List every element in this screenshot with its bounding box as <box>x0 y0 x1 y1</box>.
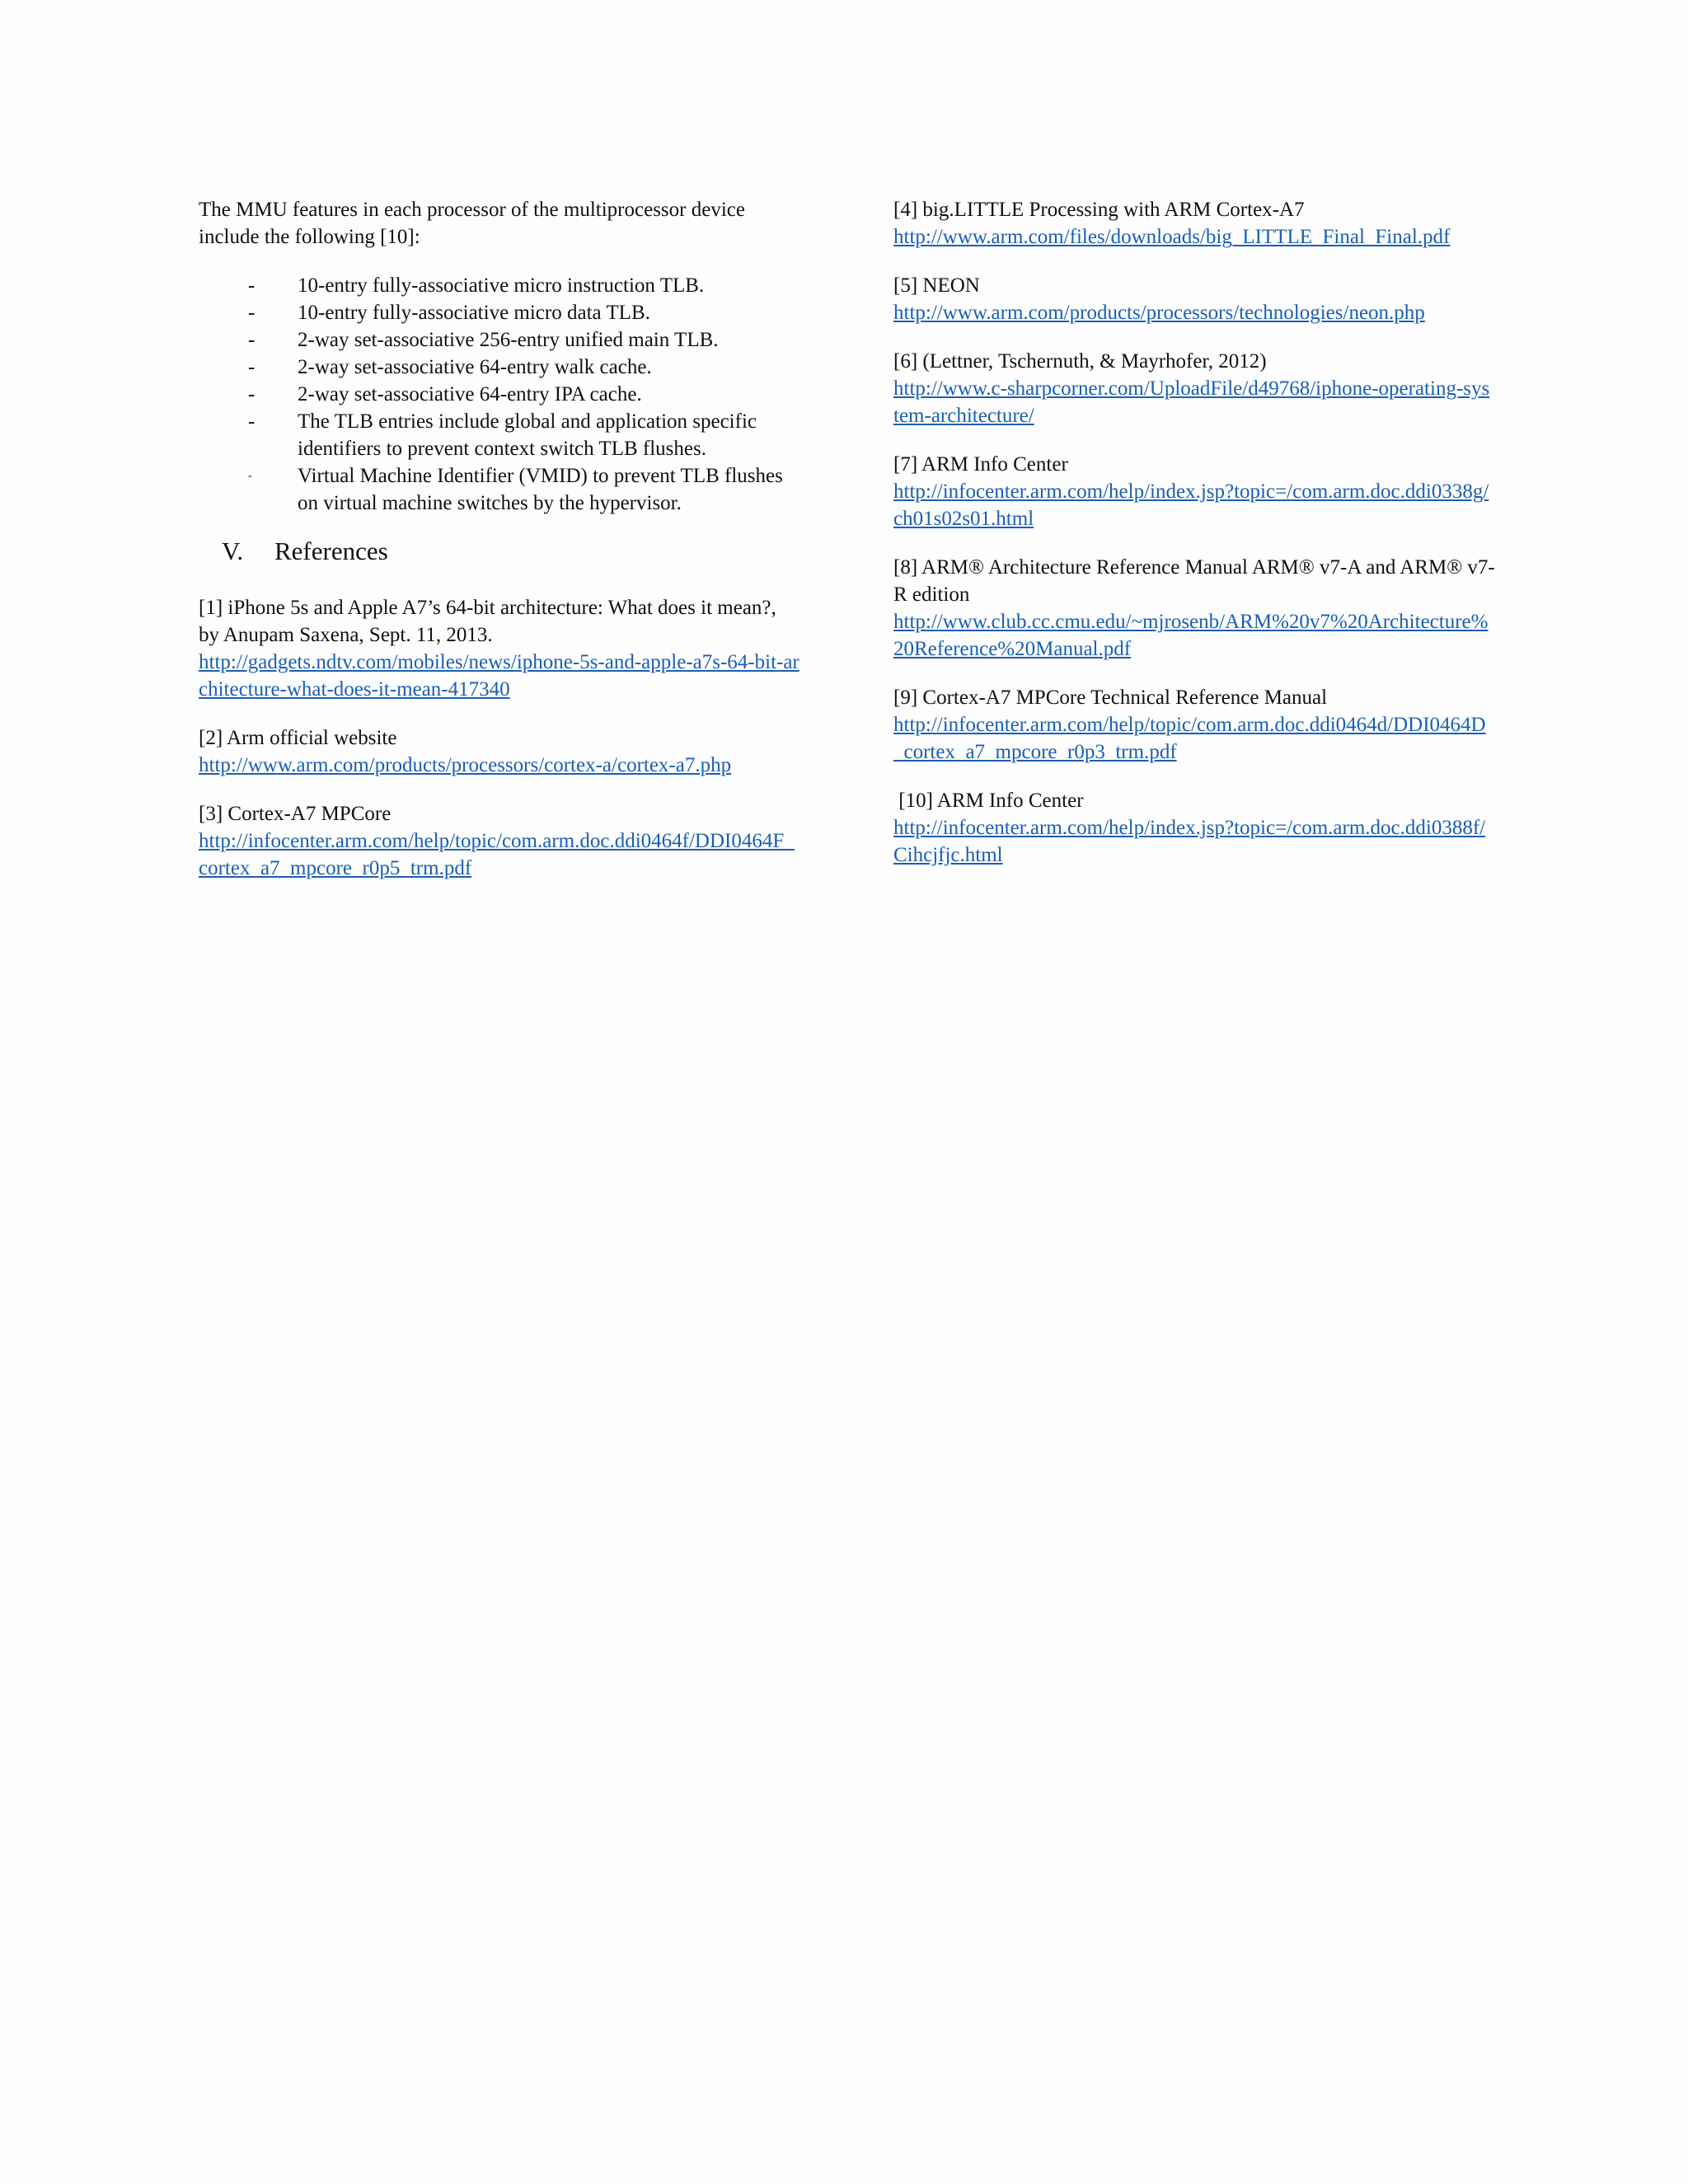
reference-link[interactable]: http://www.club.cc.cmu.edu/~mjrosenb/ARM%20v7%20Architecture%20Reference%20Manual.pdf <box>893 611 1489 660</box>
reference-entry <box>893 451 1495 532</box>
reference-text: [3] Cortex-A7 MPCore <box>199 803 392 825</box>
reference-link[interactable]: http://infocenter.arm.com/help/topic/com.arm.doc.ddi0464d/DDI0464D_cortex_a7_mpcore_r0p3_trm.pdf <box>893 714 1486 763</box>
reference-text: [10] ARM Info Center <box>893 790 1084 812</box>
reference-entry <box>199 800 800 882</box>
intro-paragraph: The MMU features in each processor of the multiprocessor device include the following [10]: <box>199 199 745 248</box>
reference-link[interactable]: http://www.arm.com/files/downloads/big_LITTLE_Final_Final.pdf <box>893 226 1451 248</box>
reference-text: [9] Cortex-A7 MPCore Technical Reference Manual <box>893 687 1328 709</box>
list-item: - The TLB entries include global and application specific identifiers to prevent context switch TLB flushes. <box>199 408 800 462</box>
reference-entry <box>893 348 1495 429</box>
bullet-dash: - <box>248 302 256 324</box>
reference-entry <box>893 196 1495 251</box>
reference-link[interactable]: http://infocenter.arm.com/help/topic/com.arm.doc.ddi0464f/DDI0464F_cortex_a7_mpcore_r0p5_trm.pdf <box>199 830 795 879</box>
reference-link[interactable]: http://www.arm.com/products/processors/technologies/neon.php <box>893 302 1425 324</box>
reference-entry <box>893 684 1495 766</box>
bullet-dash: - <box>248 383 256 405</box>
bullet-dash: - <box>248 274 256 297</box>
reference-link[interactable]: http://infocenter.arm.com/help/index.jsp?topic=/com.arm.doc.ddi0338g/ch01s02s01.html <box>893 480 1489 530</box>
reference-text: [7] ARM Info Center <box>893 453 1068 476</box>
reference-link[interactable]: http://gadgets.ndtv.com/mobiles/news/iphone-5s-and-apple-a7s-64-bit-architecture-what-does-it-mean-417340 <box>199 651 799 701</box>
bullet-dash: - <box>248 356 256 378</box>
reference-text: [6] (Lettner, Tschernuth, & Mayrhofer, 2012) <box>893 350 1267 373</box>
list-item: - 2-way set-associative 256-entry unified main TLB. <box>199 326 800 354</box>
reference-text: [8] ARM® Architecture Reference Manual ARM® v7-A and ARM® v7-R edition <box>893 556 1495 606</box>
list-item: - Virtual Machine Identifier (VMID) to prevent TLB flushes on virtual machine switches by the hypervisor. <box>199 462 800 517</box>
bullet-dash: - <box>248 410 256 433</box>
reference-entry <box>893 787 1495 869</box>
list-item: - 2-way set-associative 64-entry IPA cache. <box>199 381 800 408</box>
right-column <box>893 196 1495 890</box>
reference-text: [1] iPhone 5s and Apple A7’s 64-bit architecture: What does it mean?, by Anupam Saxena, Sept. 11, 2013. <box>199 597 776 646</box>
list-item: - 2-way set-associative 64-entry walk cache. <box>199 354 800 381</box>
section-heading-references <box>199 535 800 568</box>
section-number: V. <box>222 537 244 565</box>
list-item: - 10-entry fully-associative micro data TLB. <box>199 299 800 326</box>
mmu-feature-list <box>199 272 800 517</box>
reference-entry <box>199 724 800 779</box>
reference-link[interactable]: http://www.arm.com/products/processors/cortex-a/cortex-a7.php <box>199 754 732 776</box>
reference-entry <box>893 554 1495 663</box>
reference-entry <box>893 272 1495 326</box>
bullet-dash: - <box>248 470 252 482</box>
list-item: - 10-entry fully-associative micro instruction TLB. <box>199 272 800 299</box>
reference-link[interactable]: http://infocenter.arm.com/help/index.jsp?topic=/com.arm.doc.ddi0388f/Cihcjfjc.html <box>893 817 1486 866</box>
reference-text: [4] big.LITTLE Processing with ARM Cortex-A7 <box>893 199 1305 221</box>
reference-entry <box>199 594 800 703</box>
left-column <box>199 196 800 903</box>
reference-text: [5] NEON <box>893 274 980 297</box>
reference-text: [2] Arm official website <box>199 727 397 749</box>
section-title: References <box>274 537 388 565</box>
reference-link[interactable]: http://www.c-sharpcorner.com/UploadFile/d49768/iphone-operating-system-architecture/ <box>893 377 1490 427</box>
bullet-dash: - <box>248 329 256 351</box>
